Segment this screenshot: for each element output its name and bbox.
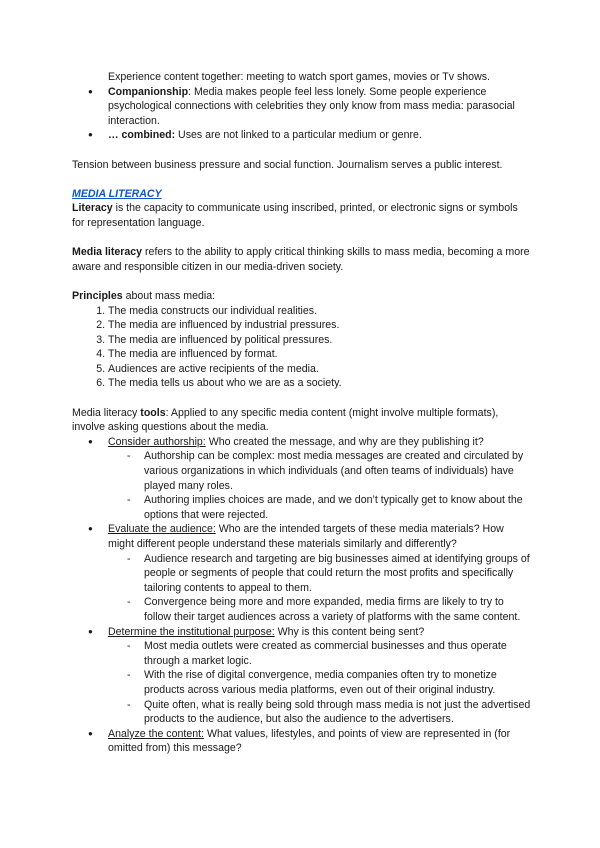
sub-item: - Authorship can be complex: most media messages are created and circulated by various organizations in which individuals (and often teams of individuals) have played many roles. [144, 449, 532, 493]
bullet-companionship: ● Companionship: Media makes people feel less lonely. Some people experience psychological connections with celebrities they only know from mass media: parasocial interaction. [108, 85, 532, 129]
sub-item: - Convergence being more and more expanded, media firms are likely to try to follow their target audiences across a variety of platforms with the same content. [144, 595, 532, 624]
bullet-term: Companionship [108, 85, 189, 98]
media-literacy-term: Media literacy [72, 246, 143, 259]
tool-authorship: ● Consider authorship: Who created the message, and why are they publishing it? - Authorship can be complex: most media messages are created and circulated by various organizations in which individuals (and often teams of individuals) have played many roles. - Authoring implies choices are made, and we don’t typically get to know about the options that were rejected. [108, 435, 532, 523]
document-page [72, 70, 532, 756]
authorship-sublist [108, 449, 532, 522]
tool-label: Analyze the content: [108, 727, 204, 740]
tool-content: ● Analyze the content: What values, lifestyles, and points of view are represented in (for omitted from) this message? [108, 727, 532, 756]
media-literacy-heading[interactable]: MEDIA LITERACY [72, 187, 162, 200]
media-literacy-definition: Media literacy refers to the ability to apply critical thinking skills to mass media, becoming a more aware and responsible citizen in our media-driven society. [72, 246, 530, 273]
tool-audience: ● Evaluate the audience: Who are the intended targets of these media materials? How might different people understand these materials similarly and differently? - Audience research and targeting are big businesses aimed at identifying groups of people or segments of people that could return the most profits and specifically tailoring contents to appeal to them. - Convergence being more and more expanded, media firms are likely to try to follow their target audiences across a variety of platforms with the same content. [108, 522, 532, 624]
principle-item: 4. The media are influenced by format. [108, 347, 532, 362]
tool-purpose: ● Determine the institutional purpose: Why is this content being sent? - Most media outlets were created as commercial businesses and thus operate through a market logic. - With the rise of digital convergence, media companies often try to monetize products across various media platforms, even out of their original industry. - Quite often, what is really being sold through mass media is not just the advertised products to the audience, but also the audience to the advertisers. [108, 625, 532, 727]
sub-item: - Audience research and targeting are big businesses aimed at identifying groups of people or segments of people that could return the most profits and specifically tailoring contents to appeal to them. [144, 552, 532, 596]
principle-item: 3. The media are influenced by political pressures. [108, 333, 532, 348]
tool-label: Consider authorship: [108, 435, 206, 448]
tools-list [72, 435, 532, 756]
literacy-definition: Literacy is the capacity to communicate using inscribed, printed, or electronic signs or symbols for representation language. [72, 202, 518, 229]
tools-intro: Media literacy tools: Applied to any specific media content (might involve multiple formats), involve asking questions about the media. [72, 406, 499, 434]
principle-item: 6. The media tells us about who we are as a society. [108, 376, 532, 391]
tools-term: tools [140, 406, 166, 419]
bullet-text: Uses are not linked to a particular medium or genre. [175, 129, 422, 142]
bullet-combined [108, 128, 532, 143]
intro-continuation: Experience content together: meeting to watch sport games, movies or Tv shows. [108, 71, 490, 83]
sub-item: - Authoring implies choices are made, and we don’t typically get to know about the options that were rejected. [144, 493, 532, 522]
tool-label: Determine the institutional purpose: [108, 625, 275, 638]
purpose-sublist [108, 639, 532, 727]
audience-sublist [108, 552, 532, 625]
literacy-term: Literacy [72, 202, 113, 215]
sub-item: - Quite often, what is really being sold through mass media is not just the advertised products to the audience, but also the audience to the advertisers. [144, 698, 532, 727]
tool-label: Evaluate the audience: [108, 523, 216, 536]
sub-item: - With the rise of digital convergence, media companies often try to monetize products across various media platforms, even out of their original industry. [144, 668, 532, 697]
principle-item: 5. Audiences are active recipients of the media. [108, 362, 532, 377]
principles-list [72, 304, 532, 392]
principles-term: Principles [72, 289, 123, 302]
uses-bullet-list [72, 85, 532, 143]
bullet-text: Media makes people feel less lonely. Some people experience psychological connections with celebrities they only know from mass media: parasocial interaction. [108, 85, 515, 127]
principles-intro: Principles about mass media: [72, 289, 216, 302]
bullet-term: … combined: [108, 129, 176, 142]
sub-item: - Most media outlets were created as commercial businesses and thus operate through a market logic. [144, 639, 532, 668]
tension-paragraph: Tension between business pressure and social function. Journalism serves a public interest. [72, 158, 503, 171]
principle-item: 2. The media are influenced by industrial pressures. [108, 318, 532, 333]
principle-item: 1. The media constructs our individual realities. [108, 304, 532, 319]
